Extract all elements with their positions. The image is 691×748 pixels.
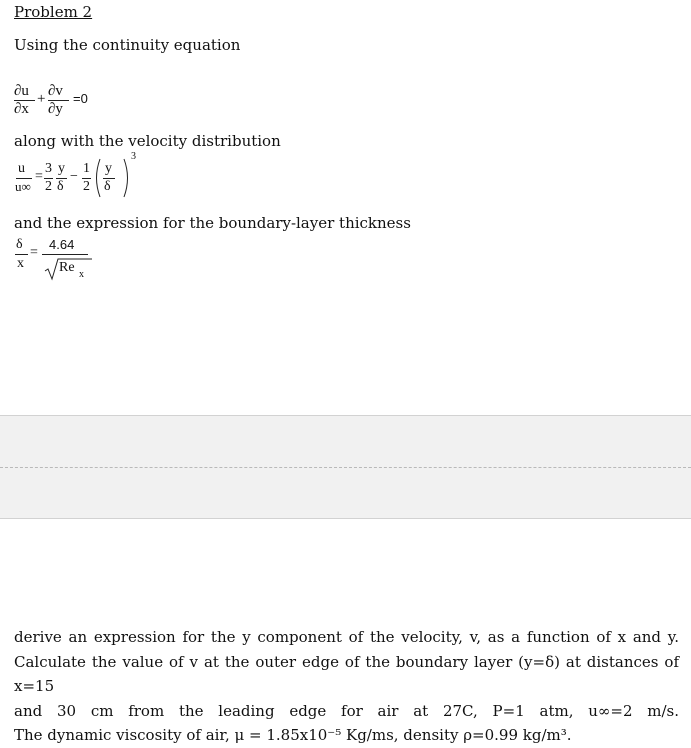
question-paragraph: [14, 625, 679, 748]
du-numerator: ∂u: [14, 83, 29, 99]
x-denominator: x: [17, 256, 24, 271]
question-line: The dynamic viscosity of air, μ = 1.85x10⁻⁵ Kg/ms, density ρ=0.99 kg/m³.: [14, 726, 572, 744]
reynolds-base: Re: [59, 260, 75, 275]
one-numerator: 1: [83, 161, 90, 176]
y-numerator: y: [105, 161, 112, 176]
intro-text: Using the continuity equation: [14, 36, 241, 54]
thickness-equation: [14, 236, 134, 284]
plus-sign: +: [37, 91, 46, 107]
reynolds-subscript: x: [79, 269, 84, 280]
continuity-equation: [14, 82, 114, 122]
fraction-bar: [42, 254, 88, 255]
equals-sign: =: [30, 245, 38, 260]
question-line: and 30 cm from the leading edge for air at 27C, P=1 atm, u∞=2 m/s.: [14, 701, 679, 720]
dy-denominator: ∂y: [48, 101, 63, 117]
velocity-intro-text: along with the velocity distribution: [14, 132, 281, 150]
three-numerator: 3: [45, 161, 52, 176]
velocity-distribution-equation: [14, 151, 174, 202]
coefficient-numerator: 4.64: [49, 237, 75, 252]
delta-numerator: δ: [16, 237, 23, 252]
thickness-intro-text: and the expression for the boundary-layer thickness: [14, 214, 411, 232]
u-numerator: u: [18, 161, 25, 176]
y-numerator: y: [58, 161, 65, 176]
two-denominator: 2: [83, 179, 90, 194]
page-separator-band: [0, 415, 691, 519]
delta-denominator: δ: [57, 179, 64, 194]
delta-denominator: δ: [104, 179, 111, 194]
equals-zero: =0: [73, 91, 88, 106]
minus-sign: −: [70, 169, 78, 184]
question-line: derive an expression for the y component of the velocity, v, as a function of x and y.: [14, 628, 679, 646]
equals-sign: =: [35, 169, 43, 184]
cube-exponent: 3: [131, 151, 136, 162]
question-line: Calculate the value of v at the outer edge of the boundary layer (y=δ) at distances of x=15: [14, 652, 679, 695]
fraction-bar: [15, 254, 28, 255]
two-denominator: 2: [45, 179, 52, 194]
dashed-divider: [0, 467, 691, 468]
u-infinity-denominator: u∞: [15, 179, 31, 194]
dx-denominator: ∂x: [14, 101, 29, 117]
problem-title: Problem 2: [14, 3, 93, 21]
dv-numerator: ∂v: [48, 83, 63, 99]
